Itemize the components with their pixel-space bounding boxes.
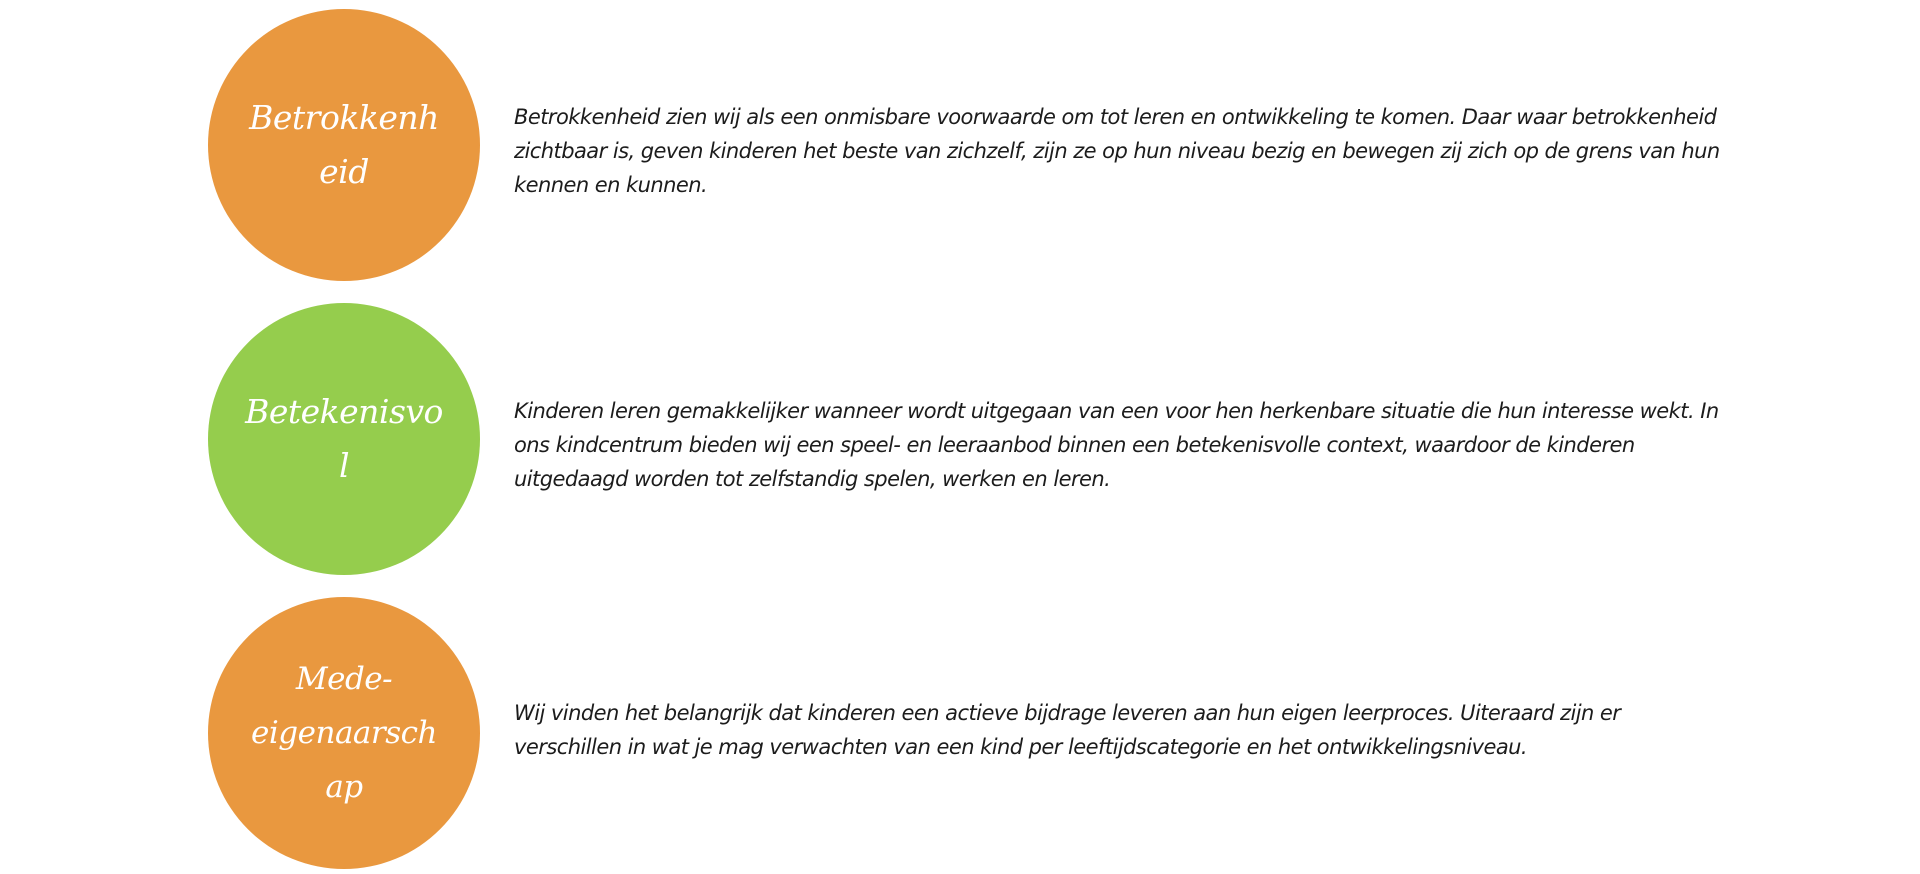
- value-description: Kinderen leren gemakkelijker wanneer wordt uitgegaan van een voor hen herkenbare situatie die hun interesse wekt. In ons kindcentrum bieden wij een speel- en leeraanbod binnen een betekenisvolle context, waardoor de kinderen uitgedaagd worden tot zelfstandig spelen, werken en leren.: [514, 399, 1719, 491]
- value-circle: [208, 303, 480, 575]
- value-circle: [208, 9, 480, 281]
- value-description: Betrokkenheid zien wij als een onmisbare voorwaarde om tot leren en ontwikkeling te komen. Daar waar betrokkenheid zichtbaar is, geven kinderen het beste van zichzelf, zijn ze op hun niveau bezig en bewegen zij zich op de grens van hun kennen en kunnen.: [514, 105, 1720, 197]
- value-row-mede-eigenaarschap: [208, 597, 1728, 869]
- value-circle-label: Betekenisvol: [245, 392, 443, 485]
- value-row-betrokkenheid: [208, 9, 1728, 281]
- value-description: Wij vinden het belangrijk dat kinderen een actieve bijdrage leveren aan hun eigen leerproces. Uiteraard zijn er verschillen in wat je mag verwachten van een kind per leeftijdscategorie en het ontwikkelingsniveau.: [514, 701, 1621, 759]
- value-circle-label: Betrokkenheid: [249, 98, 439, 191]
- value-circle-label: Mede-eigenaarschap: [251, 661, 437, 805]
- value-row-betekenisvol: [208, 303, 1728, 575]
- value-circle: [208, 597, 480, 869]
